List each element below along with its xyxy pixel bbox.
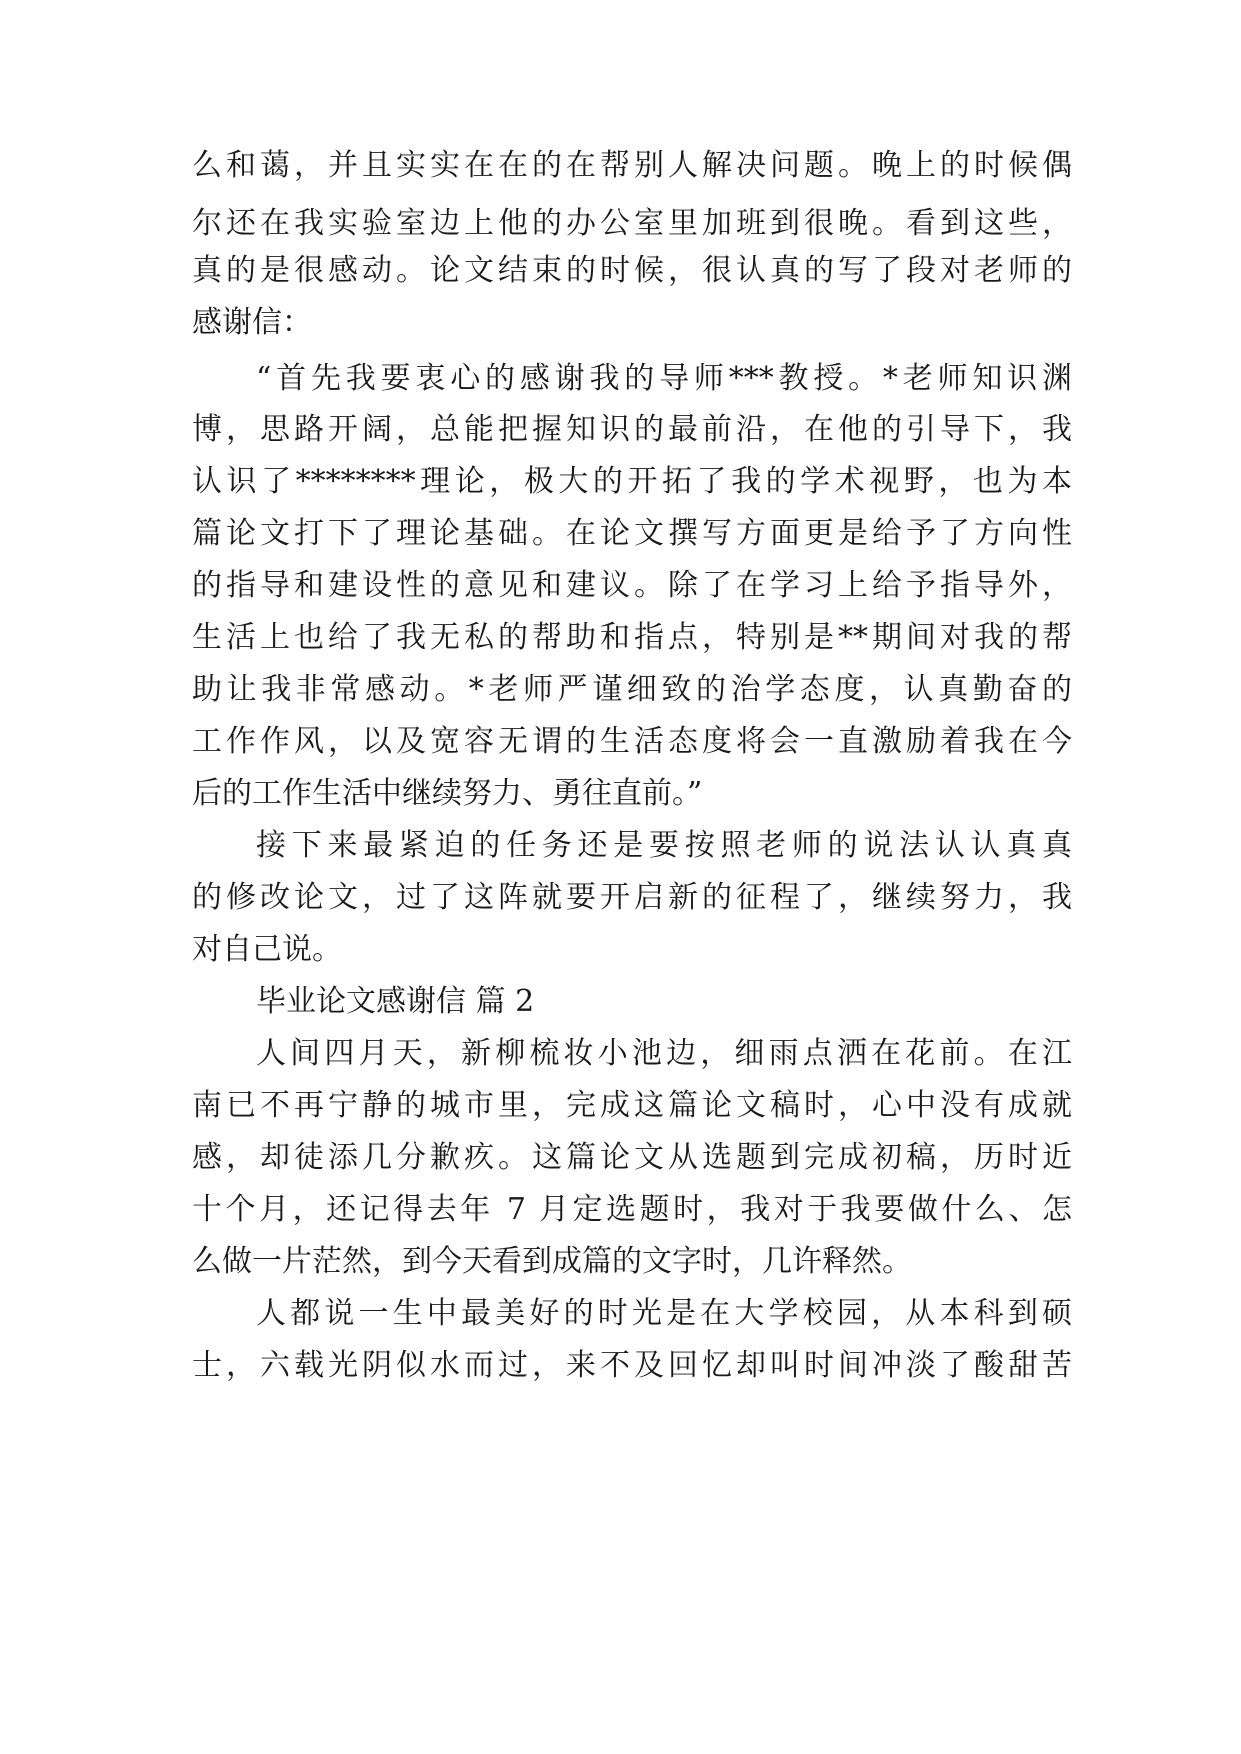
quote-line: 认识了********理论，极大的开拓了我的学术视野，也为本: [192, 464, 1072, 499]
quote-line: 工作作风，以及宽容无谓的生活态度将会一直激励着我在今: [192, 724, 1072, 759]
quote-line: 的指导和建设性的意见和建议。除了在学习上给予指导外，: [192, 568, 1072, 603]
paragraph-line: 士，六载光阴似水而过，来不及回忆却叫时间冲淡了酸甜苦: [192, 1348, 1072, 1383]
paragraph-line: 接下来最紧迫的任务还是要按照老师的说法认认真真: [256, 828, 1072, 863]
quote-line: 篇论文打下了理论基础。在论文撰写方面更是给予了方向性: [192, 516, 1072, 551]
paragraph-line: 人间四月天，新柳梳妆小池边，细雨点洒在花前。在江: [256, 1036, 1072, 1071]
paragraph-line: 么和蔼，并且实实在在的在帮别人解决问题。晚上的时候偶: [192, 148, 1072, 183]
paragraph-line: 南已不再宁静的城市里，完成这篇论文稿时，心中没有成就: [192, 1088, 1072, 1123]
quote-line: 生活上也给了我无私的帮助和指点，特别是**期间对我的帮: [192, 620, 1072, 655]
paragraph-line: 对自己说。: [192, 932, 342, 967]
paragraph-line: 真的是很感动。论文结束的时候，很认真的写了段对老师的: [192, 253, 1072, 288]
quote-line: 后的工作生活中继续努力、勇往直前。”: [192, 776, 703, 811]
paragraph-line: 人都说一生中最美好的时光是在大学校园，从本科到硕: [256, 1296, 1072, 1331]
paragraph-line: 的修改论文，过了这阵就要开启新的征程了，继续努力，我: [192, 880, 1072, 915]
quote-line: 博，思路开阔，总能把握知识的最前沿，在他的引导下，我: [192, 412, 1072, 447]
quote-line: 助让我非常感动。*老师严谨细致的治学态度，认真勤奋的: [192, 672, 1072, 707]
paragraph-line: 感，却徒添几分歉疚。这篇论文从选题到完成初稿，历时近: [192, 1140, 1072, 1175]
paragraph-line: 十个月，还记得去年 7 月定选题时，我对于我要做什么、怎: [192, 1192, 1072, 1227]
paragraph-line: 尔还在我实验室边上他的办公室里加班到很晚。看到这些，: [192, 206, 1072, 241]
paragraph-line: 么做一片茫然，到今天看到成篇的文字时，几许释然。: [192, 1244, 912, 1279]
section-heading: 毕业论文感谢信 篇 2: [256, 984, 535, 1019]
paragraph-line: 感谢信：: [192, 305, 312, 340]
quote-line: “首先我要衷心的感谢我的导师***教授。*老师知识渊: [256, 361, 1072, 396]
